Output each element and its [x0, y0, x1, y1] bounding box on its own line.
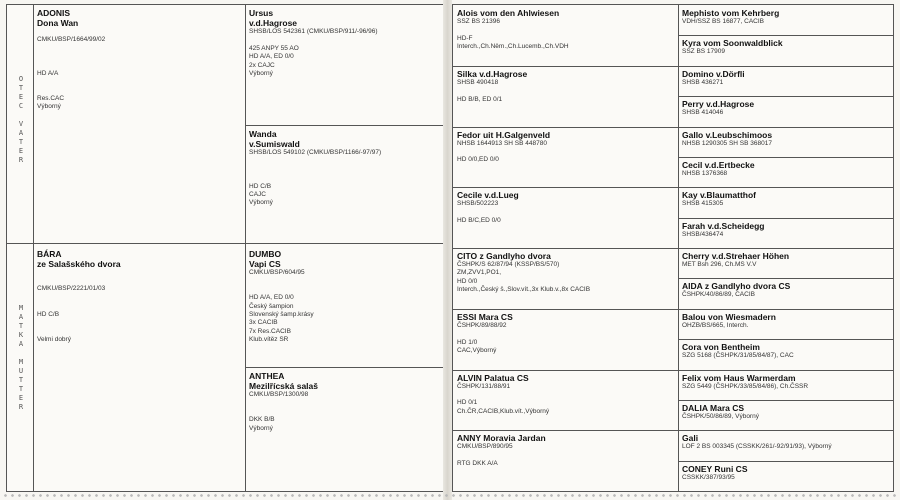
detail-line — [37, 302, 242, 310]
label-letter — [15, 111, 27, 120]
great-great-grandparent-cell — [682, 99, 890, 125]
detail-line — [37, 277, 242, 285]
sire-name-kennel: Dona Wan — [37, 18, 79, 28]
great-grandparent-name: ANNY Moravia Jardan — [457, 433, 546, 444]
detail-line: SZG 5168 (ČSHPK/31/85/84/87), CAC — [682, 352, 794, 360]
detail-line: OHZB/BS/665, Interch. — [682, 321, 749, 329]
detail-line: 3x CACIB — [249, 319, 278, 327]
detail-line: Interch.,Ch.Něm.,Ch.Lucemb.,Ch.VDH — [457, 43, 569, 51]
row-divider — [678, 127, 893, 128]
great-great-grandparent-details — [682, 383, 890, 391]
detail-line: CMKU/BSP/2221/01/03 — [37, 285, 106, 293]
row-divider — [678, 400, 893, 401]
detail-line — [249, 399, 442, 407]
detail-line: HD 0/0,ED 0/0 — [457, 156, 499, 164]
detail-line — [457, 452, 675, 460]
pedigree-right-page — [452, 4, 894, 492]
grandparent-name: ANTHEA — [249, 371, 285, 381]
great-grandparent-name: ESSI Mara CS — [457, 311, 513, 322]
great-great-grandparent-details — [682, 352, 890, 360]
grandparent-cell — [249, 249, 442, 365]
detail-line: ČSHPK/89/88/92 — [457, 321, 507, 329]
detail-line: ČSHPK/131/88/91 — [457, 382, 511, 390]
great-great-grandparent-details — [682, 322, 890, 330]
grandparent-name-kennel: v.Sumiswald — [249, 139, 300, 149]
grandparent-cell — [249, 8, 442, 122]
detail-line — [457, 148, 675, 156]
great-grandparent-details — [457, 443, 675, 468]
great-great-grandparent-cell — [682, 342, 890, 368]
great-great-grandparent-name: Cecil v.d.Ertbecke — [682, 159, 755, 170]
label-letter: T — [18, 138, 24, 146]
detail-line: NHSB 1644913 SH SB 448780 — [457, 139, 547, 147]
great-great-grandparent-cell — [682, 464, 890, 490]
grandparent-name-kennel: Vapi CS — [249, 259, 281, 269]
great-grandparent-cell — [457, 433, 675, 489]
row-divider — [678, 309, 893, 310]
great-grandparent-name: Cecile v.d.Lueg — [457, 190, 519, 201]
detail-line: HD 0/0 — [457, 277, 478, 285]
grandparent-name: DUMBO — [249, 249, 282, 259]
label-letter: V — [18, 120, 24, 128]
great-great-grandparent-details — [682, 200, 890, 208]
detail-line — [37, 294, 242, 302]
detail-line: Ch.ČR,CACIB,Klub.vít.,Výborný — [457, 407, 550, 415]
grandparent-cell — [249, 129, 442, 241]
row-divider — [245, 367, 444, 368]
detail-line: SHSB/LOS 542361 (CMKU/BSP/911/-96/96) — [249, 28, 378, 35]
great-grandparent-details — [457, 18, 675, 52]
label-letter: E — [18, 394, 24, 402]
great-great-grandparent-details — [682, 474, 890, 482]
great-great-grandparent-name: Felix vom Haus Warmerdam — [682, 372, 796, 383]
label-letter: E — [18, 147, 24, 155]
great-great-grandparent-name: Cherry v.d.Strehaer Höhen — [682, 251, 790, 261]
great-grandparent-cell — [457, 251, 675, 307]
detail-line: SZG 5449 (ČSHPK/33/85/84/86), Ch.ČSSR — [682, 382, 809, 390]
decorative-border — [0, 490, 900, 500]
detail-line: LOF 2 BS 003345 (CSSKK/261/-92/91/93), Výborný — [682, 443, 832, 451]
great-grandparent-cell — [457, 373, 675, 429]
row-divider — [678, 248, 893, 249]
great-grandparent-name: ALVIN Palatua CS — [457, 372, 529, 383]
dam-name: BÁRA — [37, 249, 62, 259]
detail-line — [249, 277, 442, 285]
label-letter: O — [18, 75, 24, 83]
great-great-grandparent-name: Farah v.d.Scheidegg — [682, 220, 765, 231]
row-divider — [678, 278, 893, 279]
grandparent-details — [249, 28, 442, 78]
great-great-grandparent-name: Mephisto vom Kehrberg — [682, 8, 780, 18]
detail-line: CMKU/BSP/604/95 — [249, 269, 305, 276]
great-grandparent-details — [457, 261, 675, 295]
great-great-grandparent-details — [682, 261, 890, 269]
label-letter: R — [18, 403, 24, 411]
great-great-grandparent-cell — [682, 190, 890, 216]
label-letter: T — [18, 385, 24, 393]
detail-line — [37, 78, 242, 86]
detail-line: 2x CAJC — [249, 61, 275, 69]
grandparent-name-kennel: Mezilřícská salaš — [249, 381, 318, 391]
great-great-grandparent-name: Gallo v.Leubschimoos — [682, 129, 773, 140]
label-letter: T — [18, 322, 24, 330]
great-great-grandparent-cell — [682, 8, 890, 34]
great-great-grandparent-cell — [682, 373, 890, 399]
row-divider — [453, 430, 678, 431]
great-great-grandparent-details — [682, 413, 890, 421]
detail-line: Výborný — [249, 424, 273, 432]
great-grandparent-name: Alois vom den Ahlwiesen — [457, 8, 560, 18]
label-letter: A — [18, 340, 24, 348]
detail-line — [457, 330, 675, 338]
row-divider — [678, 218, 893, 219]
sire-name: ADONIS — [37, 8, 71, 18]
row-divider — [678, 157, 893, 158]
great-grandparent-name: Silka v.d.Hagrose — [457, 68, 528, 79]
detail-line: 7x Res.CACIB — [249, 327, 291, 335]
row-divider — [678, 461, 893, 462]
detail-line: HD 1/0 — [457, 338, 478, 346]
detail-line: HD B/C,ED 0/0 — [457, 217, 501, 225]
row-divider — [453, 248, 678, 249]
grandparent-details — [249, 149, 442, 208]
great-great-grandparent-details — [682, 231, 890, 239]
great-great-grandparent-name: Perry v.d.Hagrose — [682, 99, 755, 110]
detail-line — [249, 174, 442, 182]
great-great-grandparent-cell — [682, 221, 890, 247]
grandparent-details — [249, 391, 442, 433]
detail-line: Interch.,Český š.,Slov.vít.,3x Klub.v.,8x CACIB — [457, 286, 591, 294]
book-gutter — [443, 0, 452, 500]
detail-line: HD-F — [457, 34, 473, 42]
great-grandparent-details — [457, 322, 675, 356]
detail-line: SHSB 490418 — [457, 78, 499, 86]
great-grandparent-cell — [457, 312, 675, 368]
great-great-grandparent-cell — [682, 130, 890, 156]
label-letter: E — [18, 93, 24, 101]
great-great-grandparent-details — [682, 48, 890, 56]
detail-line: SHSB/436474 — [682, 230, 724, 238]
detail-line: DKK B/B — [249, 416, 275, 424]
row-divider — [678, 339, 893, 340]
sire-details — [37, 36, 242, 112]
great-grandparent-name: CITO z Gandlyho dvora — [457, 251, 551, 261]
sire-cell — [37, 8, 242, 240]
label-letter — [15, 349, 27, 358]
pedigree-left-page — [6, 4, 445, 492]
great-great-grandparent-cell — [682, 433, 890, 459]
dam-cell — [37, 249, 242, 487]
row-divider — [453, 127, 678, 128]
row-divider — [678, 35, 893, 36]
detail-line: HD B/B, ED 0/1 — [457, 95, 503, 103]
detail-line — [457, 87, 675, 95]
label-letter: U — [18, 367, 24, 375]
row-divider — [678, 66, 893, 67]
great-great-grandparent-details — [682, 18, 890, 26]
row-divider — [453, 370, 678, 371]
dam-side-label — [7, 244, 34, 491]
label-letter: K — [18, 331, 24, 339]
great-great-grandparent-details — [682, 79, 890, 87]
detail-line: CMKU/BSP/890/95 — [457, 443, 513, 451]
otec-vater-label — [15, 75, 27, 165]
great-great-grandparent-name: AIDA z Gandlyho dvora CS — [682, 281, 791, 292]
row-divider — [453, 309, 678, 310]
detail-line — [249, 408, 442, 416]
detail-line: Výborný — [249, 70, 273, 78]
great-grandparent-cell — [457, 130, 675, 186]
detail-line: HD A/A, ED 0/0 — [249, 53, 294, 61]
label-letter: C — [18, 102, 24, 110]
great-great-grandparent-cell — [682, 38, 890, 64]
great-great-grandparent-details — [682, 109, 890, 117]
label-letter: M — [18, 358, 24, 366]
row-divider — [453, 187, 678, 188]
detail-line — [37, 86, 242, 94]
detail-line — [37, 327, 242, 335]
grandparent-details — [249, 269, 442, 345]
detail-line: CAC,Výborný — [457, 346, 497, 354]
great-great-grandparent-cell — [682, 251, 890, 277]
detail-line: ČSHPK/S 62/87/94 (KSSP/BS/570) — [457, 261, 560, 268]
detail-line: Výborný — [249, 199, 273, 207]
detail-line — [249, 157, 442, 165]
detail-line: SHSB/LOS 549102 (CMKU/BSP/1166/-97/97) — [249, 149, 382, 156]
detail-line: HD A/A, ED 0/0 — [249, 294, 294, 302]
grandparent-cell — [249, 371, 442, 489]
great-great-grandparent-details — [682, 443, 890, 451]
great-great-grandparent-cell — [682, 312, 890, 338]
great-great-grandparent-cell — [682, 403, 890, 429]
detail-line: ČSHPK/40/86/89, CACIB — [682, 291, 755, 299]
detail-line: CAJC — [249, 191, 266, 199]
detail-line — [457, 391, 675, 399]
label-letter: R — [18, 156, 24, 164]
detail-line: Slovenský šamp.krásy — [249, 311, 314, 319]
great-great-grandparent-name: Cora von Bentheim — [682, 342, 760, 353]
great-great-grandparent-name: Balou von Wiesmadern — [682, 311, 776, 322]
row-divider — [245, 125, 444, 126]
great-grandparent-details — [457, 140, 675, 165]
detail-line: CSSKK/387/93/95 — [682, 473, 735, 481]
row-divider — [678, 430, 893, 431]
detail-line: HD 0/1 — [457, 399, 478, 407]
detail-line: ČSHPK/50/86/89, Výborný — [682, 412, 759, 420]
great-great-grandparent-name: Domino v.Dörfli — [682, 68, 745, 79]
grandparent-name-kennel: v.d.Hagrose — [249, 18, 298, 28]
great-grandparent-details — [457, 200, 675, 225]
detail-line: 425 ANPY 55 AO — [249, 44, 299, 52]
detail-line: SHSB 436271 — [682, 78, 724, 86]
detail-line: ZM,ZVV1,PO1, — [457, 269, 502, 277]
detail-line: SHSB 415305 — [682, 200, 724, 208]
detail-line: HD A/A — [37, 69, 59, 77]
dam-name-kennel: ze Salašského dvora — [37, 259, 121, 269]
matka-mutter-label — [15, 304, 27, 412]
great-grandparent-cell — [457, 190, 675, 246]
detail-line — [249, 166, 442, 174]
great-great-grandparent-name: CONEY Runi CS — [682, 463, 748, 474]
great-great-grandparent-name: Gali — [682, 433, 699, 444]
great-great-grandparent-details — [682, 140, 890, 148]
label-letter: T — [18, 376, 24, 384]
detail-line: Klub.vítěz SR — [249, 336, 289, 344]
detail-line: NHSB 1376368 — [682, 169, 728, 177]
sire-side-label — [7, 5, 34, 244]
detail-line: HD C/B — [37, 310, 60, 318]
detail-line: Res.CAC — [37, 94, 65, 102]
detail-line: SSZ BS 21396 — [457, 18, 500, 25]
great-great-grandparent-details — [682, 291, 890, 299]
dam-details — [37, 277, 242, 344]
detail-line: SHSB/502223 — [457, 200, 499, 208]
great-great-grandparent-name: DALIA Mara CS — [682, 402, 745, 413]
detail-line: Velmi dobrý — [37, 335, 71, 343]
detail-line — [457, 26, 675, 34]
detail-line: HD C/B — [249, 182, 272, 190]
row-divider — [453, 66, 678, 67]
detail-line — [249, 36, 442, 44]
great-great-grandparent-cell — [682, 281, 890, 307]
great-grandparent-details — [457, 383, 675, 417]
row-divider — [678, 370, 893, 371]
great-grandparent-name: Fedor uit H.Galgenveld — [457, 129, 551, 140]
great-grandparent-cell — [457, 8, 675, 64]
detail-line — [37, 61, 242, 69]
label-letter: M — [18, 304, 24, 312]
detail-line — [457, 209, 675, 217]
detail-line: VDH/SSZ BS 16877, CACIB — [682, 18, 765, 25]
detail-line: Výborný — [37, 103, 61, 111]
great-great-grandparent-cell — [682, 160, 890, 186]
column-divider — [245, 5, 246, 491]
grandparent-name: Ursus — [249, 8, 274, 18]
detail-line — [37, 319, 242, 327]
detail-line: CMKU/BSP/1664/99/02 — [37, 36, 106, 43]
detail-line — [249, 286, 442, 294]
detail-line: SSZ BS 17909 — [682, 48, 725, 56]
detail-line: MET Bsh 296, Ch.MS V.V — [682, 261, 757, 268]
grandparent-name: Wanda — [249, 129, 277, 139]
row-divider — [678, 96, 893, 97]
great-great-grandparent-details — [682, 170, 890, 178]
great-grandparent-details — [457, 79, 675, 104]
great-grandparent-cell — [457, 69, 675, 125]
great-great-grandparent-name: Kay v.Blaumatthof — [682, 190, 756, 201]
detail-line — [37, 44, 242, 52]
row-divider — [678, 187, 893, 188]
label-letter: A — [18, 129, 24, 137]
label-letter: T — [18, 84, 24, 92]
detail-line: NHSB 1290305 SH SB 368017 — [682, 139, 772, 147]
detail-line: CMKU/BSP/1300/98 — [249, 391, 309, 398]
row-divider — [33, 243, 444, 244]
detail-line: Český šampion — [249, 302, 294, 310]
detail-line: SHSB 414046 — [682, 109, 724, 117]
detail-line — [37, 53, 242, 61]
great-great-grandparent-cell — [682, 69, 890, 95]
great-great-grandparent-name: Kyra vom Soonwaldblick — [682, 38, 783, 49]
label-letter: A — [18, 313, 24, 321]
detail-line: RTG DKK A/A — [457, 460, 498, 468]
